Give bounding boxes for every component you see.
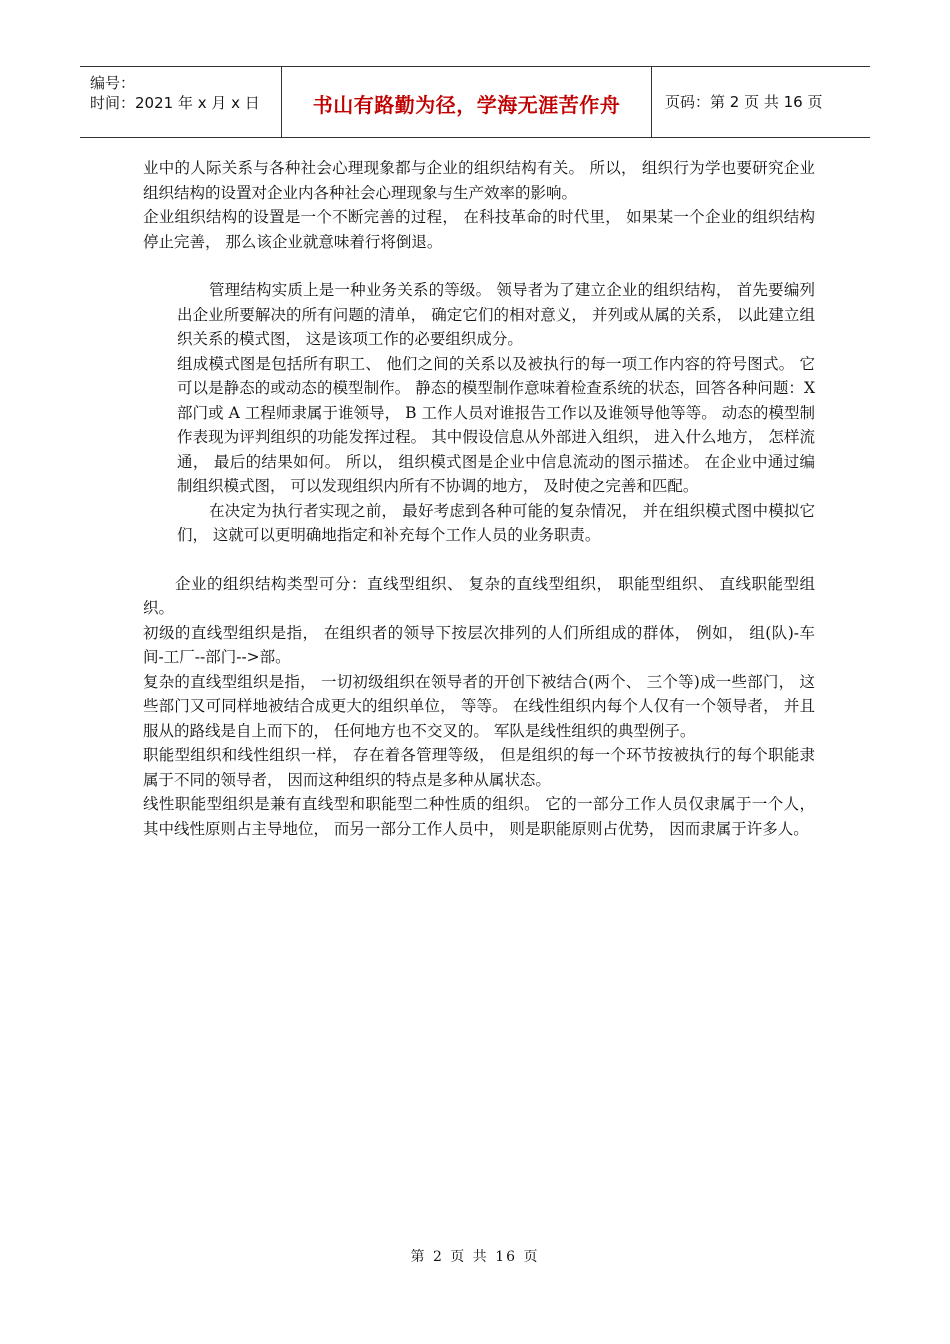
paragraph: 复杂的直线型组织是指， 一切初级组织在领导者的开创下被结合(两个、 三个等)成一些部门， 这些部门又可同样地被结合成更大的组织单位， 等等。 在线性组织内每个人仅有一个领导者， 并且服从的路线是自上而下的， 任何地方也不交叉的。 军队是线性组织的典型例子。 [143,672,815,740]
header-divider-right [651,67,652,137]
paragraph: 组成模式图是包括所有职工、 他们之间的关系以及被执行的每一项工作内容的符号图式。 它可以是静态的或动态的模型制作。 静态的模型制作意味着检查系统的状态，回答各种问题：X 部门或 A 工程师隶属于谁领导， B 工作人员对谁报告工作以及谁领导他等等。 动态的模型制作表现为评判组织的功能发挥过程。 其中假设信息从外部进入组织， 进入什么地方， 怎样流通， 最后的结果如何。 所以， 组织模式图是企业中信息流动的图示描述。 在企业中通过编制组织模式图， 可以发现组织内所有不协调的地方， 及时使之完善和匹配。 [177,354,815,495]
indented-block [143,278,815,548]
paragraph: 在决定为执行者实现之前， 最好考虑到各种可能的复杂情况， 并在组织模式图中模拟它们， 这就可以更明确地指定和补充每个工作人员的业务职责。 [177,501,815,544]
paragraph: 初级的直线型组织是指， 在组织者的领导下按层次排列的人们所组成的群体， 例如， 组(队)-车间-工厂--部门-->部。 [143,623,815,666]
date-label: 时间：2021 年 x 月 x 日 [90,94,260,112]
paragraph: 管理结构实质上是一种业务关系的等级。 领导者为了建立企业的组织结构， 首先要编列出企业所要解决的所有问题的清单， 确定它们的相对意义， 并列或从属的关系， 以此建立组织关系的模式图， 这是该项工作的必要组织成分。 [177,281,815,348]
header-motto: 书山有路勤为径，学海无涯苦作舟 [312,93,621,117]
paragraph: 企业组织结构的设置是一个不断完善的过程， 在科技革命的时代里， 如果某一个企业的组织结构停止完善， 那么该企业就意味着行将倒退。 [143,208,815,251]
page-header [80,66,870,138]
paragraph-gap [143,254,815,278]
paragraph: 线性职能型组织是兼有直线型和职能型二种性质的组织。 它的一部分工作人员仅隶属于一个人， 其中线性原则占主导地位， 而另一部分工作人员中， 则是职能原则占优势， 因而隶属于许多人。 [143,795,815,838]
paragraph: 企业的组织结构类型可分：直线型组织、 复杂的直线型组织， 职能型组织、 直线职能型组织。 [143,574,815,617]
serial-label: 编号： [90,74,136,92]
paragraph-gap [143,548,815,572]
paragraph: 业中的人际关系与各种社会心理现象都与企业的组织结构有关。 所以， 组织行为学也要研究企业组织结构的设置对企业内各种社会心理现象与生产效率的影响。 [143,159,815,202]
page-footer: 第 2 页 共 16 页 [410,1249,540,1265]
document-body [143,156,815,841]
page-counter: 页码：第 2 页 共 16 页 [665,93,823,111]
paragraph: 职能型组织和线性组织一样， 存在着各管理等级， 但是组织的每一个环节按被执行的每个职能隶属于不同的领导者， 因而这种组织的特点是多种从属状态。 [143,746,815,789]
header-meta [90,73,260,113]
